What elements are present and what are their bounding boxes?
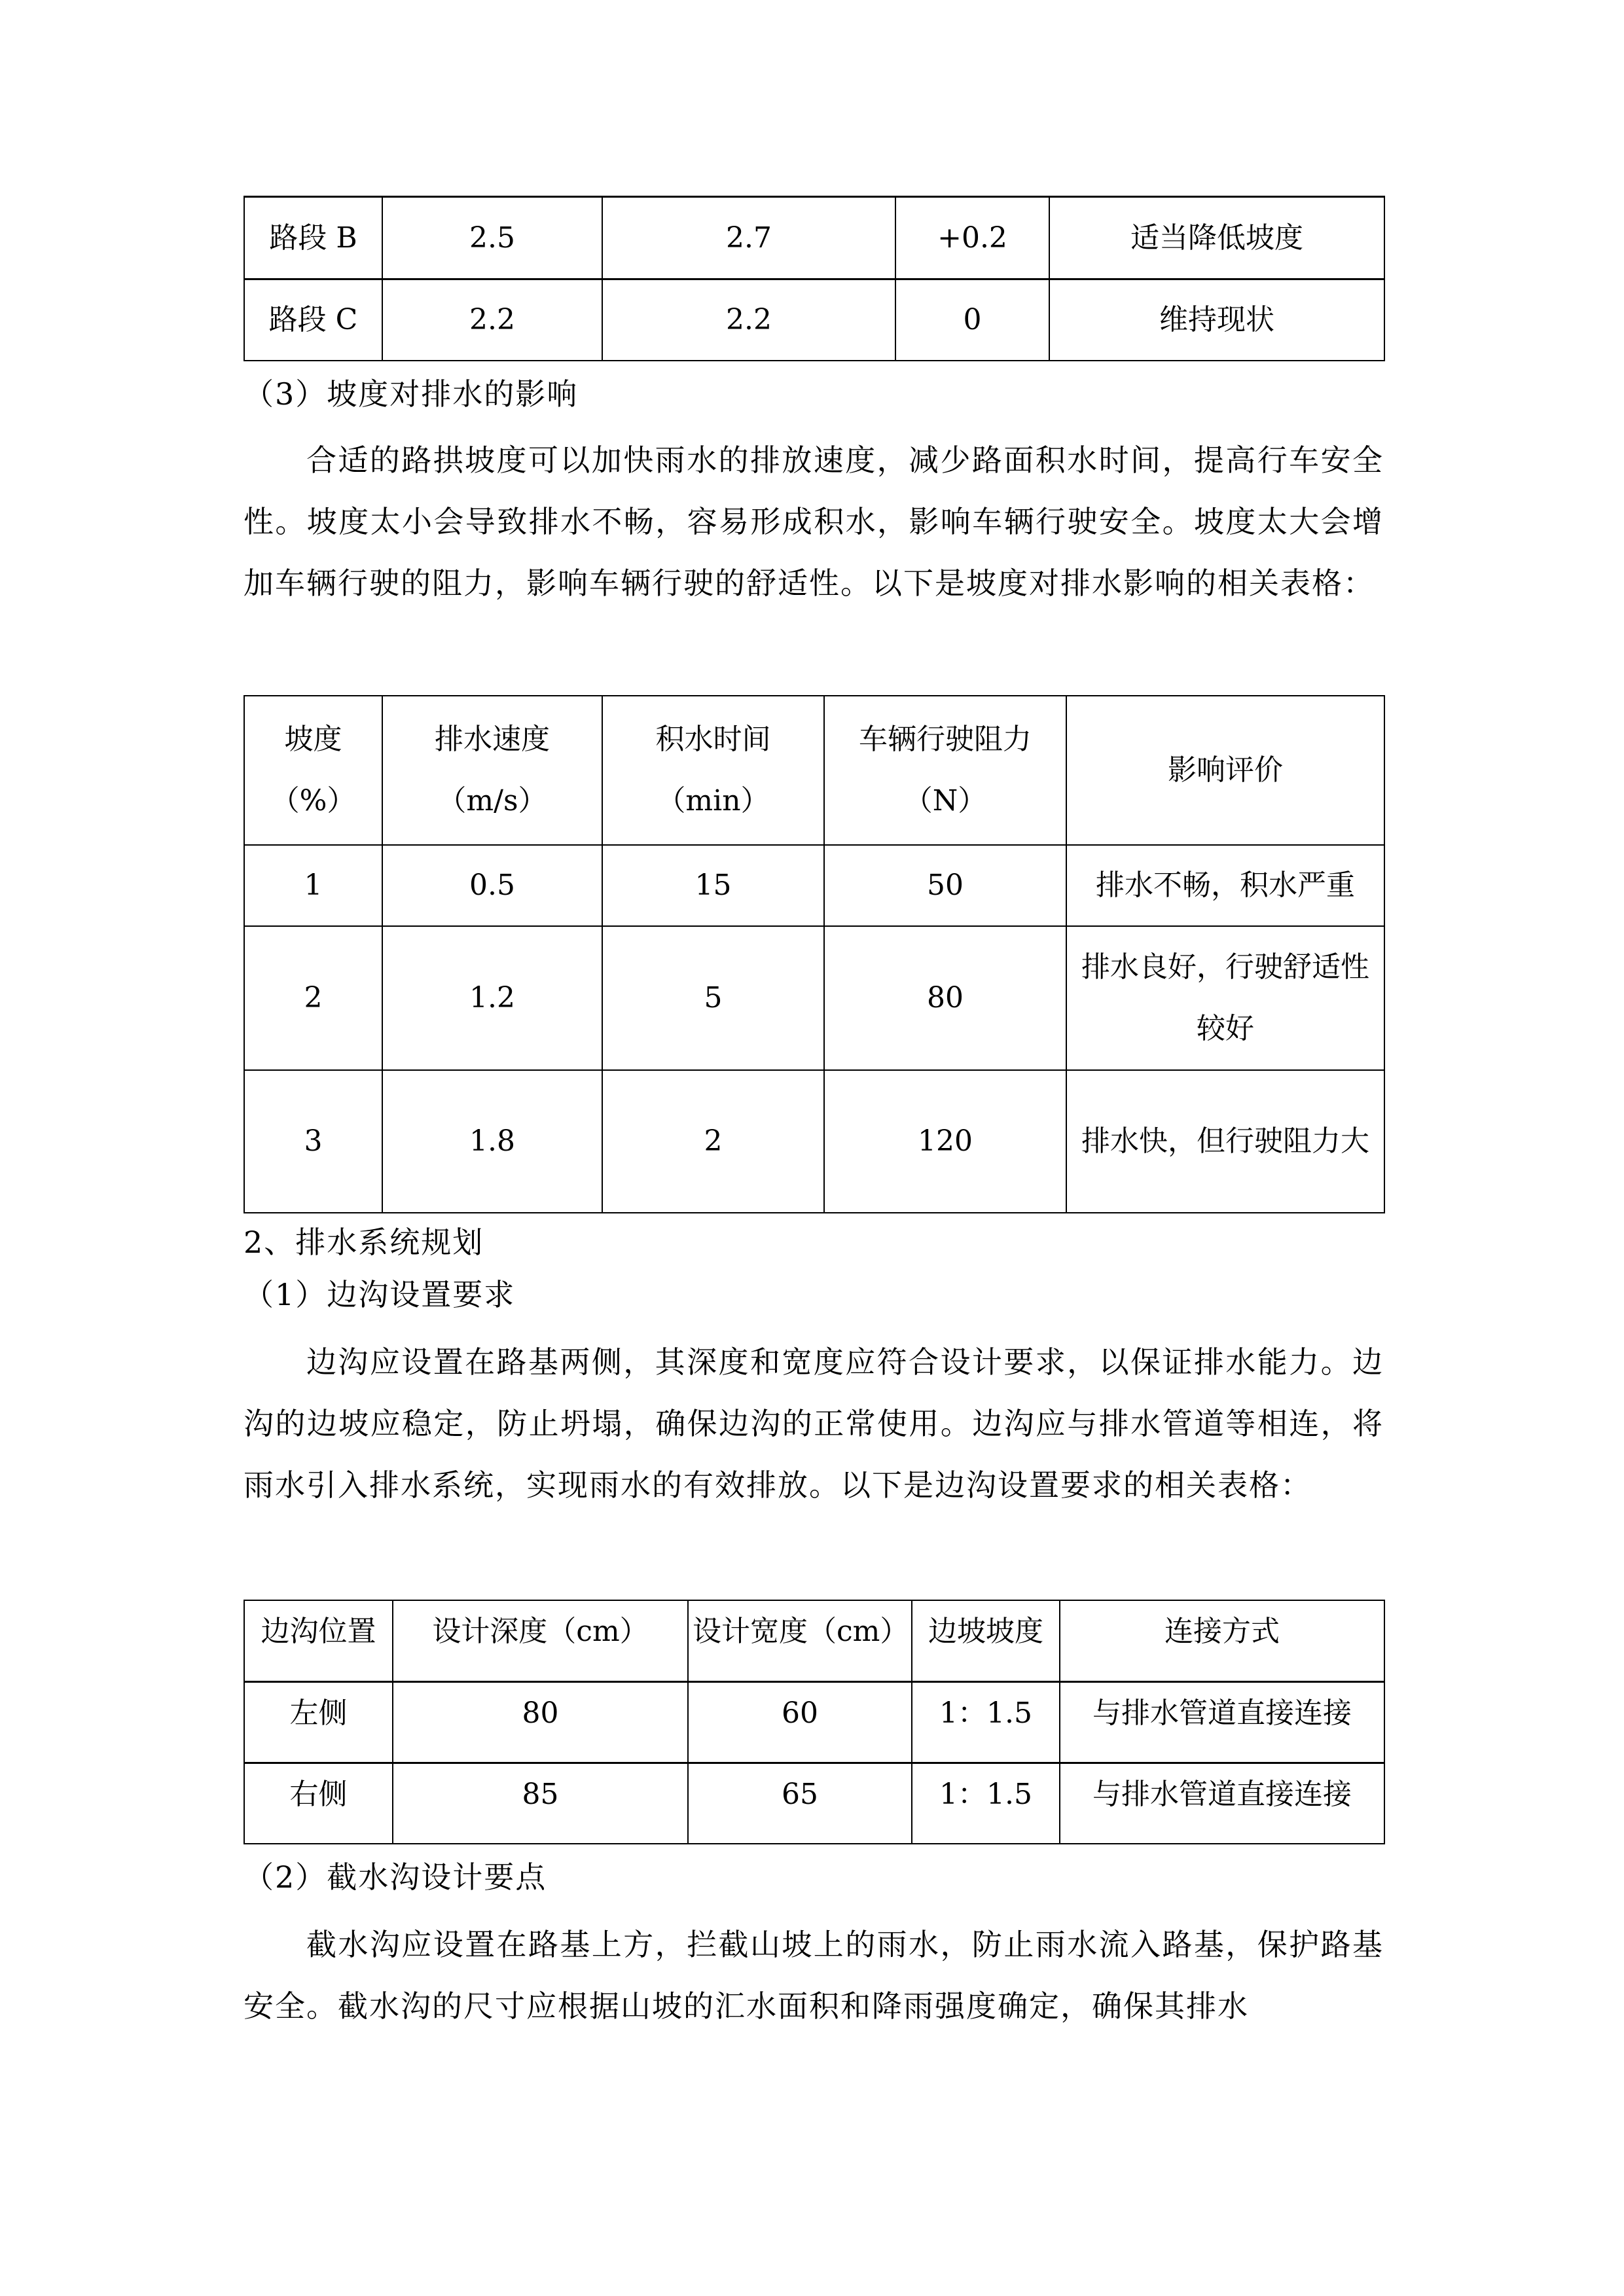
table-row: [244, 845, 1384, 926]
table-cell: +0.2: [895, 197, 1049, 279]
table-cell: 50: [824, 845, 1066, 926]
table-cell: 5: [602, 926, 824, 1070]
table-cell: 1.8: [382, 1070, 602, 1213]
table-row: [244, 1070, 1384, 1213]
table-cell: 1.2: [382, 926, 602, 1070]
header-cell: 连接方式: [1060, 1600, 1384, 1681]
section-heading: 2、排水系统规划: [244, 1225, 484, 1260]
table-cell: 2.2: [602, 279, 895, 361]
table-cell: 右侧: [244, 1763, 393, 1844]
table-cell: 排水良好，行驶舒适性较好: [1066, 926, 1384, 1070]
side-ditch-table: [244, 1600, 1385, 1844]
header-cell: 影响评价: [1066, 696, 1384, 845]
header-cell: 设计深度（cm）: [393, 1600, 688, 1681]
table-cell: 85: [393, 1763, 688, 1844]
subsection-heading: （2）截水沟设计要点: [244, 1859, 547, 1895]
table-cell: 1：1.5: [912, 1681, 1060, 1763]
table-cell: 65: [688, 1763, 912, 1844]
table-cell: 80: [824, 926, 1066, 1070]
table-cell: 3: [244, 1070, 382, 1213]
header-cell: 边坡坡度: [912, 1600, 1060, 1681]
header-cell: 积水时间 （min）: [602, 696, 824, 845]
header-cell: 车辆行驶阻力 （N）: [824, 696, 1066, 845]
table-cell: 与排水管道直接连接: [1060, 1681, 1384, 1763]
table-cell: 2.7: [602, 197, 895, 279]
table-cell: 2: [602, 1070, 824, 1213]
table-cell: 路段 C: [244, 279, 382, 361]
slope-effect-table: [244, 695, 1385, 1213]
table-cell: 与排水管道直接连接: [1060, 1763, 1384, 1844]
table-cell: 排水不畅，积水严重: [1066, 845, 1384, 926]
table-cell: 0: [895, 279, 1049, 361]
table-cell: 排水快，但行驶阻力大: [1066, 1070, 1384, 1213]
table-cell: 左侧: [244, 1681, 393, 1763]
paragraph: 边沟应设置在路基两侧，其深度和宽度应符合设计要求，以保证排水能力。边沟的边坡应稳定，防止坍塌，确保边沟的正常使用。边沟应与排水管道等相连，将雨水引入排水系统，实现雨水的有效排放。以下是边沟设置要求的相关表格：: [244, 1344, 1384, 1503]
table-cell: 60: [688, 1681, 912, 1763]
table-cell: 适当降低坡度: [1049, 197, 1384, 279]
table-cell: 1: [244, 845, 382, 926]
table-cell: 80: [393, 1681, 688, 1763]
table-cell: 2.2: [382, 279, 602, 361]
header-cell: 边沟位置: [244, 1600, 393, 1681]
table-cell: 2.5: [382, 197, 602, 279]
table-row: [244, 926, 1384, 1070]
table-header-row: [244, 696, 1384, 845]
subsection-heading: （1）边沟设置要求: [244, 1277, 516, 1312]
table-row: [244, 1763, 1384, 1844]
table-row: [244, 279, 1384, 361]
header-cell: 坡度 （%）: [244, 696, 382, 845]
table-cell: 0.5: [382, 845, 602, 926]
table-cell: 120: [824, 1070, 1066, 1213]
table-cell: 15: [602, 845, 824, 926]
paragraph: 合适的路拱坡度可以加快雨水的排放速度，减少路面积水时间，提高行车安全性。坡度太小会导致排水不畅，容易形成积水，影响车辆行驶安全。坡度太大会增加车辆行驶的阻力，影响车辆行驶的舒适性。以下是坡度对排水影响的相关表格：: [244, 442, 1384, 601]
table-header-row: [244, 1600, 1384, 1681]
slope-sections-table: [244, 196, 1385, 361]
section-heading: （3）坡度对排水的影响: [244, 376, 579, 412]
header-cell: 设计宽度（cm）: [688, 1600, 912, 1681]
table-cell: 2: [244, 926, 382, 1070]
table-cell: 1：1.5: [912, 1763, 1060, 1844]
table-cell: 路段 B: [244, 197, 382, 279]
table-row: [244, 197, 1384, 279]
paragraph: 截水沟应设置在路基上方，拦截山坡上的雨水，防止雨水流入路基，保护路基安全。截水沟的尺寸应根据山坡的汇水面积和降雨强度确定，确保其排水: [244, 1927, 1384, 2024]
header-cell: 排水速度 （m/s）: [382, 696, 602, 845]
table-row: [244, 1681, 1384, 1763]
table-cell: 维持现状: [1049, 279, 1384, 361]
